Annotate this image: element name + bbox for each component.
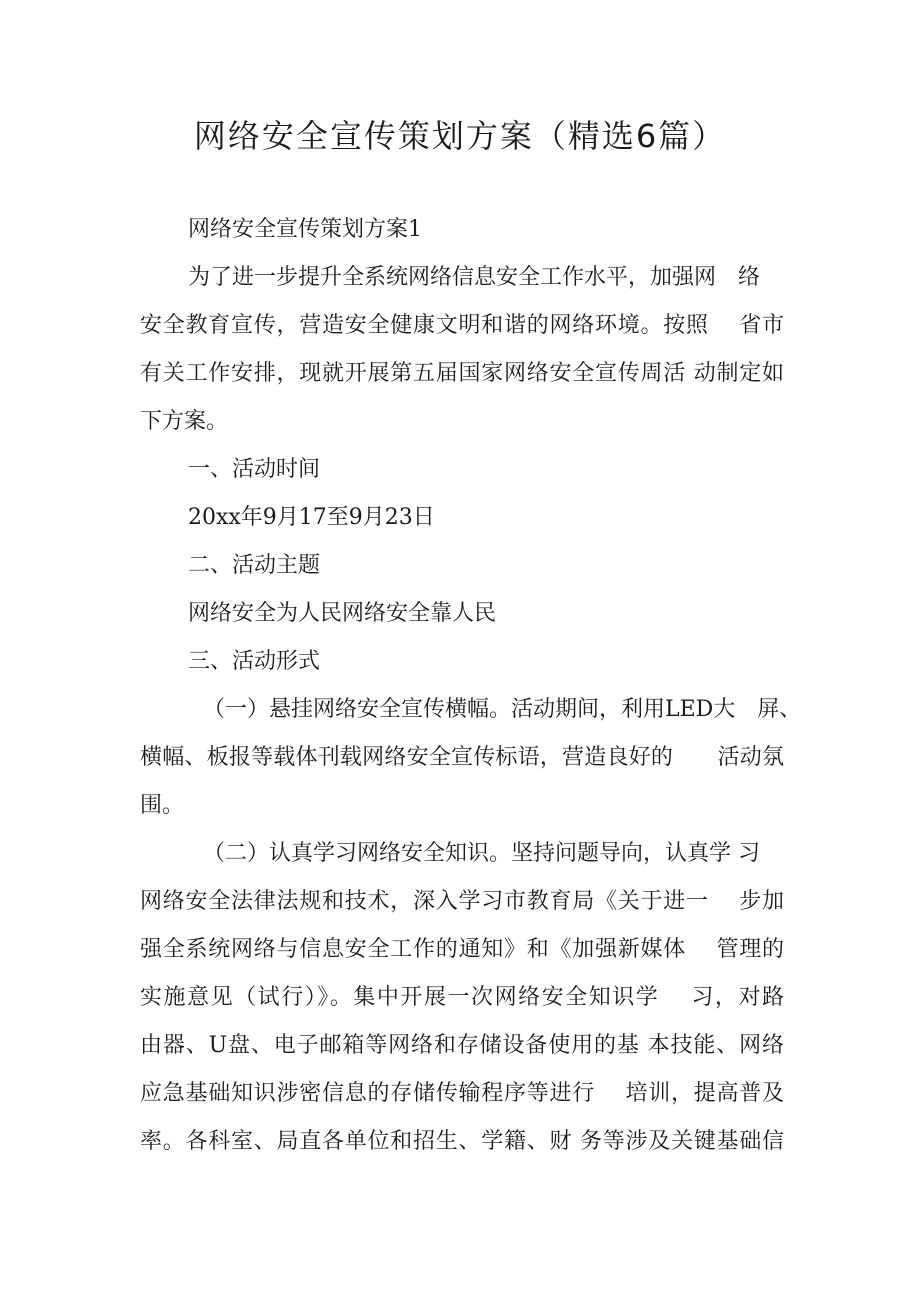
item2-line-7: 率。各科室、局直各单位和招生、学籍、财 务等涉及关键基础信 [140,1129,784,1154]
item2-line-4: 实施意见（试行）》。集中开展一次网络安全知识学 习，对路 [140,985,784,1010]
item2-line-1: （二）认真学习网络安全知识。坚持问题导向，认真学 习 [203,841,760,866]
item2-line-6: 应急基础知识涉密信息的存储传输程序等进行 培训，提高普及 [140,1081,784,1106]
heading-activity-time: 一、活动时间 [188,457,321,482]
document-title: 网络安全宣传策划方案（精选6篇） [193,117,727,155]
item1-line-2: 横幅、板报等载体刊载网络安全宣传标语，营造良好的 活动氛 [140,745,784,770]
intro-line-2: 安全教育宣传，营造安全健康文明和谐的网络环境。按照 省市 [140,313,784,338]
heading-activity-form: 三、活动形式 [188,649,321,674]
item2-line-2: 网络安全法律法规和技术，深入学习市教育局《关于进一 步加 [140,889,784,914]
intro-line-3: 有关工作安排，现就开展第五届国家网络安全宣传周活 动制定如 [140,361,784,386]
heading-activity-theme: 二、活动主题 [188,553,321,578]
item2-line-5: 由器、U盘、电子邮箱等网络和存储设备使用的基 本技能、网络 [140,1033,784,1058]
item1-line-3: 围。 [140,793,185,818]
intro-line-1: 为了进一步提升全系统网络信息安全工作水平，加强网 络 [188,265,761,290]
activity-date-range: 20xx年9月17至9月23日 [188,505,435,530]
intro-line-4: 下方案。 [140,409,229,434]
item2-line-3: 强全系统网络与信息安全工作的通知》和《加强新媒体 管理的 [140,937,784,962]
item1-line-1: （一）悬挂网络安全宣传横幅。活动期间，利用LED大 屏、 [203,697,802,722]
activity-theme: 网络安全为人民网络安全靠人民 [188,601,497,626]
section-heading: 网络安全宣传策划方案1 [188,217,422,242]
